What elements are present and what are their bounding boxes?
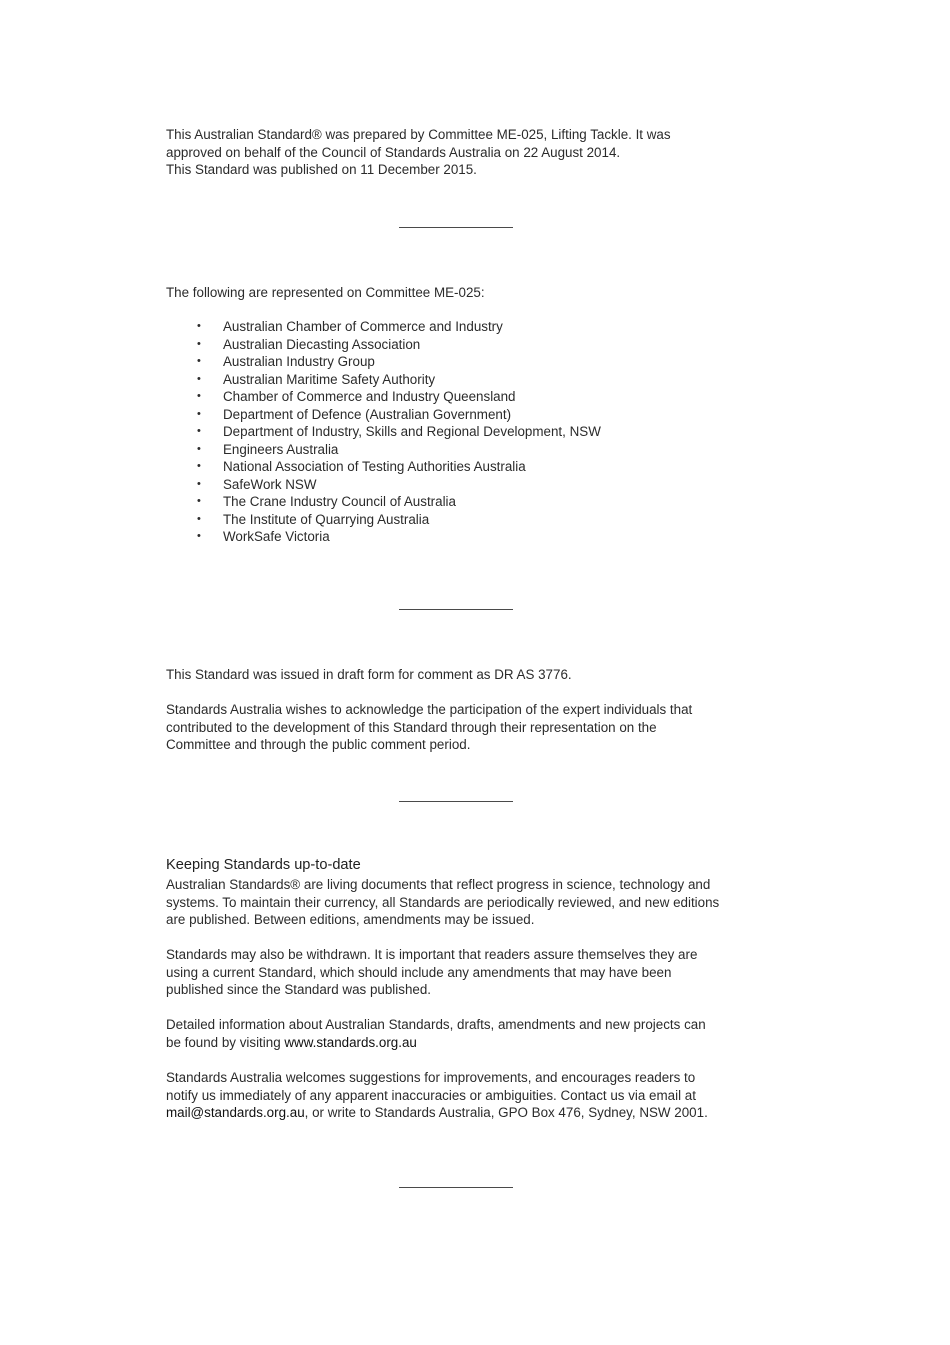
list-item bbox=[166, 371, 766, 389]
list-item bbox=[166, 336, 766, 354]
list-item bbox=[166, 493, 766, 511]
member-name: WorkSafe Victoria bbox=[223, 529, 330, 544]
information-paragraph bbox=[166, 1016, 766, 1051]
section-divider bbox=[399, 1187, 513, 1188]
section-divider bbox=[399, 609, 513, 610]
member-name: Department of Defence (Australian Government) bbox=[223, 406, 512, 422]
acknowledgement-paragraph bbox=[166, 701, 766, 754]
member-name: Australian Diecasting Association bbox=[223, 336, 421, 352]
bullet-icon: • bbox=[197, 407, 201, 420]
member-name: Engineers Australia bbox=[223, 441, 339, 457]
bullet-icon: • bbox=[197, 460, 201, 472]
list-item bbox=[166, 423, 766, 441]
list-item bbox=[166, 406, 766, 424]
bullet-icon: • bbox=[197, 372, 201, 385]
bullet-icon: • bbox=[197, 337, 201, 350]
member-name: Australian Maritime Safety Authority bbox=[223, 371, 436, 387]
list-item bbox=[166, 458, 766, 476]
website-link[interactable]: www.standards.org.au bbox=[284, 1034, 417, 1050]
member-name: Australian Chamber of Commerce and Industry bbox=[223, 319, 503, 334]
member-name: Department of Industry, Skills and Regional Development, NSW bbox=[223, 424, 601, 439]
ack-line-2: contributed to the development of this Standard through their representation on the bbox=[166, 719, 657, 735]
para2-line-3: published since the Standard was published. bbox=[166, 982, 432, 997]
para1-line-2: systems. To maintain their currency, all Standards are periodically reviewed, and new editions bbox=[166, 894, 720, 910]
section-divider bbox=[399, 801, 513, 802]
para1-line-1: Australian Standards® are living documents that reflect progress in science, technology and bbox=[166, 877, 711, 892]
committee-intro: The following are represented on Committee ME-025: bbox=[166, 285, 485, 300]
member-name: Chamber of Commerce and Industry Queensland bbox=[223, 389, 516, 404]
email-link[interactable]: mail@standards.org.au bbox=[166, 1105, 305, 1120]
bullet-icon: • bbox=[197, 390, 201, 402]
prep-line-2: approved on behalf of the Council of Standards Australia on 22 August 2014. bbox=[166, 144, 621, 160]
member-name: The Institute of Quarrying Australia bbox=[223, 511, 430, 527]
list-item bbox=[166, 476, 766, 494]
para4-line-1: Standards Australia welcomes suggestions for improvements, and encourages readers to bbox=[166, 1070, 696, 1085]
member-name: SafeWork NSW bbox=[223, 476, 317, 492]
member-name: National Association of Testing Authorities Australia bbox=[223, 459, 526, 474]
bullet-icon: • bbox=[197, 425, 201, 437]
list-item bbox=[166, 353, 766, 371]
para3-line-2 bbox=[166, 1034, 766, 1052]
ack-line-3: Committee and through the public comment period. bbox=[166, 737, 471, 752]
member-name: Australian Industry Group bbox=[223, 354, 375, 369]
bullet-icon: • bbox=[197, 530, 201, 542]
section-heading: Keeping Standards up-to-date bbox=[166, 857, 361, 873]
preparation-statement bbox=[166, 126, 766, 179]
para4-line-2: notify us immediately of any apparent inaccuracies or ambiguities. Contact us via email at bbox=[166, 1087, 696, 1103]
para2-line-2: using a current Standard, which should include any amendments that may have been bbox=[166, 964, 672, 980]
bullet-icon: • bbox=[197, 355, 201, 367]
para1-line-3: are published. Between editions, amendments may be issued. bbox=[166, 912, 535, 927]
draft-statement: This Standard was issued in draft form for comment as DR AS 3776. bbox=[166, 667, 572, 682]
para4-line-3 bbox=[166, 1104, 766, 1122]
bullet-icon: • bbox=[197, 477, 201, 490]
committee-member-list bbox=[166, 318, 766, 546]
list-item bbox=[166, 511, 766, 529]
list-item bbox=[166, 528, 766, 546]
prep-line-3: This Standard was published on 11 December 2015. bbox=[166, 162, 477, 177]
list-item bbox=[166, 441, 766, 459]
list-item bbox=[166, 388, 766, 406]
bullet-icon: • bbox=[197, 442, 201, 455]
bullet-icon: • bbox=[197, 495, 201, 507]
bullet-icon: • bbox=[197, 320, 201, 332]
list-item bbox=[166, 318, 766, 336]
member-name: The Crane Industry Council of Australia bbox=[223, 494, 456, 509]
para3-prefix: be found by visiting bbox=[166, 1034, 285, 1050]
living-documents-paragraph bbox=[166, 876, 766, 929]
ack-line-1: Standards Australia wishes to acknowledge the participation of the expert individuals that bbox=[166, 702, 693, 717]
section-divider bbox=[399, 227, 513, 228]
para3-line-1: Detailed information about Australian Standards, drafts, amendments and new projects can bbox=[166, 1017, 706, 1032]
withdrawn-paragraph bbox=[166, 946, 766, 999]
bullet-icon: • bbox=[197, 512, 201, 525]
suggestions-paragraph bbox=[166, 1069, 766, 1122]
para4-tail: , or write to Standards Australia, GPO Box 476, Sydney, NSW 2001. bbox=[304, 1105, 708, 1120]
prep-line-1: This Australian Standard® was prepared by Committee ME-025, Lifting Tackle. It was bbox=[166, 127, 671, 142]
para2-line-1: Standards may also be withdrawn. It is important that readers assure themselves they are bbox=[166, 947, 698, 962]
